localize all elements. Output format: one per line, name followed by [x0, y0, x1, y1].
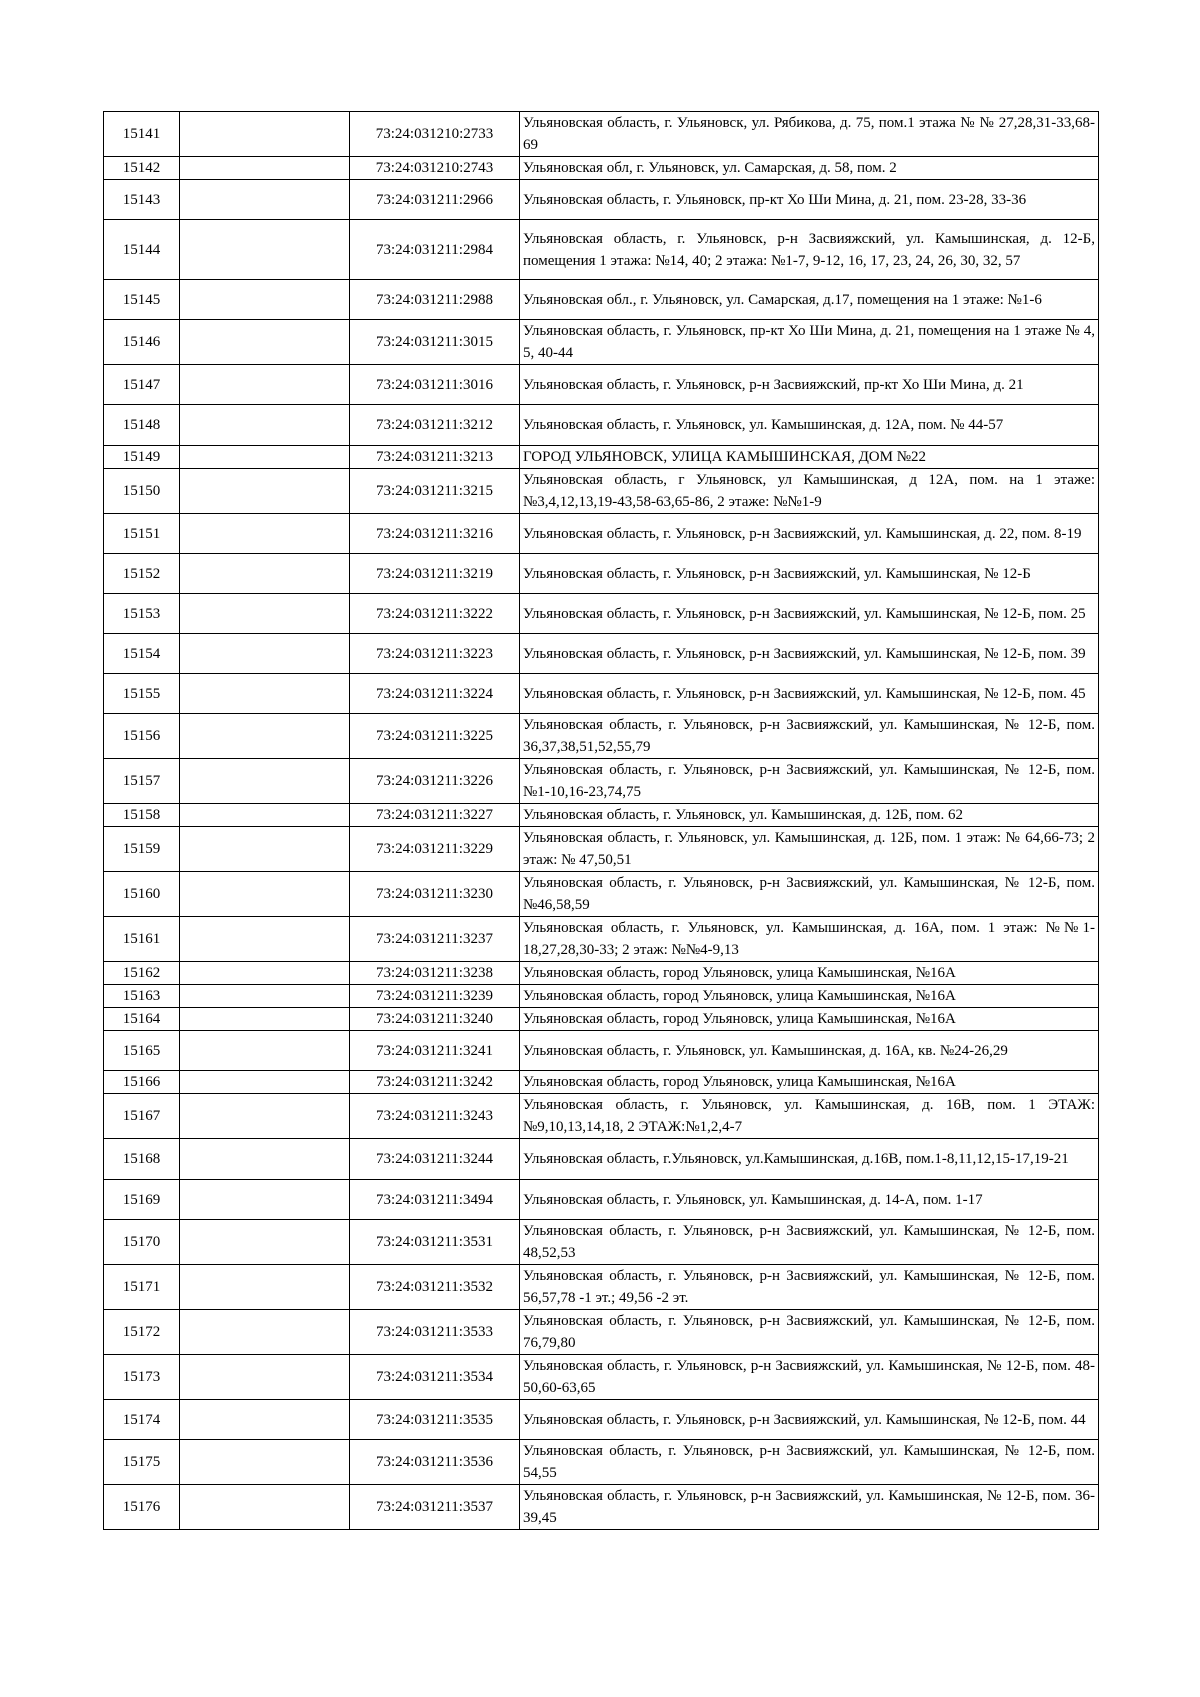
address-cell: Ульяновская область, г. Ульяновск, р-н Засвияжский, ул. Камышинская, № 12-Б, пом. 36-39,45 [520, 1485, 1099, 1530]
table-row [104, 917, 1099, 962]
address-cell: Ульяновская область, г. Ульяновск, р-н Засвияжский, ул. Камышинская, д. 22, пом. 8-19 [520, 514, 1099, 554]
address-cell: Ульяновская область, город Ульяновск, улица Камышинская, №16А [520, 962, 1099, 985]
empty-cell [180, 365, 350, 405]
table-row [104, 1220, 1099, 1265]
address-cell: Ульяновская область, г. Ульяновск, пр-кт Хо Ши Мина, д. 21, пом. 23-28, 33-36 [520, 180, 1099, 220]
table-row [104, 1310, 1099, 1355]
address-cell: Ульяновская область, г. Ульяновск, ул. Камышинская, д. 16В, пом. 1 ЭТАЖ:№9,10,13,14,18, 2 ЭТАЖ:№1,2,4-7 [520, 1094, 1099, 1139]
address-cell: Ульяновская обл, г. Ульяновск, ул. Самарская, д. 58, пом. 2 [520, 157, 1099, 180]
cadastral-number-cell: 73:24:031211:2984 [350, 220, 520, 280]
empty-cell [180, 827, 350, 872]
table-row [104, 1008, 1099, 1031]
cadastral-number-cell: 73:24:031211:3243 [350, 1094, 520, 1139]
table-row [104, 714, 1099, 759]
row-number-cell: 15147 [104, 365, 180, 405]
address-cell: Ульяновская область, г. Ульяновск, р-н Засвияжский, ул. Камышинская, № 12-Б [520, 554, 1099, 594]
cadastral-number-cell: 73:24:031211:3015 [350, 320, 520, 365]
cadastral-number-cell: 73:24:031211:3536 [350, 1440, 520, 1485]
cadastral-number-cell: 73:24:031211:3240 [350, 1008, 520, 1031]
cadastral-number-cell: 73:24:031211:3016 [350, 365, 520, 405]
empty-cell [180, 1440, 350, 1485]
row-number-cell: 15168 [104, 1139, 180, 1180]
row-number-cell: 15145 [104, 280, 180, 320]
empty-cell [180, 917, 350, 962]
address-cell: Ульяновская область, г. Ульяновск, р-н Засвияжский, ул. Камышинская, № 12-Б, пом. 25 [520, 594, 1099, 634]
cadastral-number-cell: 73:24:031211:3225 [350, 714, 520, 759]
cadastral-number-cell: 73:24:031211:3494 [350, 1180, 520, 1220]
row-number-cell: 15162 [104, 962, 180, 985]
table-row [104, 804, 1099, 827]
cadastral-number-cell: 73:24:031211:3531 [350, 1220, 520, 1265]
cadastral-number-cell: 73:24:031211:3230 [350, 872, 520, 917]
address-cell: Ульяновская область, г. Ульяновск, р-н Засвияжский, ул. Камышинская, № 12-Б, пом. №1-10,16-23,74,75 [520, 759, 1099, 804]
row-number-cell: 15155 [104, 674, 180, 714]
address-cell: Ульяновская область, г. Ульяновск, ул. Камышинская, д. 16А, кв. №24-26,29 [520, 1031, 1099, 1071]
cadastral-number-cell: 73:24:031211:3213 [350, 446, 520, 469]
address-cell: Ульяновская область, г. Ульяновск, р-н Засвияжский, ул. Камышинская, № 12-Б, пом. 36,37,38,51,52,55,79 [520, 714, 1099, 759]
address-cell: Ульяновская область, город Ульяновск, улица Камышинская, №16А [520, 1071, 1099, 1094]
empty-cell [180, 1220, 350, 1265]
table-row [104, 962, 1099, 985]
address-cell: Ульяновская область, г. Ульяновск, р-н Засвияжский, ул. Камышинская, № 12-Б, пом. 44 [520, 1400, 1099, 1440]
row-number-cell: 15167 [104, 1094, 180, 1139]
empty-cell [180, 634, 350, 674]
address-cell: Ульяновская область, город Ульяновск, улица Камышинская, №16А [520, 1008, 1099, 1031]
table-row [104, 469, 1099, 514]
cadastral-number-cell: 73:24:031211:3532 [350, 1265, 520, 1310]
row-number-cell: 15158 [104, 804, 180, 827]
table-row [104, 827, 1099, 872]
address-cell: Ульяновская область, г. Ульяновск, р-н Засвияжский, ул. Камышинская, № 12-Б, пом. 45 [520, 674, 1099, 714]
row-number-cell: 15160 [104, 872, 180, 917]
row-number-cell: 15163 [104, 985, 180, 1008]
cadastral-number-cell: 73:24:031211:3237 [350, 917, 520, 962]
cadastral-number-cell: 73:24:031211:3216 [350, 514, 520, 554]
table-row [104, 280, 1099, 320]
address-cell: Ульяновская область, г. Ульяновск, ул. Рябикова, д. 75, пом.1 этажа № № 27,28,31-33,68-69 [520, 112, 1099, 157]
row-number-cell: 15171 [104, 1265, 180, 1310]
address-cell: Ульяновская область, г. Ульяновск, ул. Камышинская, д. 12А, пом. № 44-57 [520, 405, 1099, 446]
empty-cell [180, 1139, 350, 1180]
cadastral-number-cell: 73:24:031211:3229 [350, 827, 520, 872]
cadastral-number-cell: 73:24:031211:3224 [350, 674, 520, 714]
empty-cell [180, 804, 350, 827]
empty-cell [180, 985, 350, 1008]
address-cell: Ульяновская область, г. Ульяновск, пр-кт Хо Ши Мина, д. 21, помещения на 1 этаже № 4, 5, 40-44 [520, 320, 1099, 365]
table-row [104, 872, 1099, 917]
table-row [104, 112, 1099, 157]
empty-cell [180, 674, 350, 714]
address-cell: Ульяновская область, г. Ульяновск, р-н Засвияжский, ул. Камышинская, № 12-Б, пом. 54,55 [520, 1440, 1099, 1485]
table-row [104, 1180, 1099, 1220]
table-row [104, 1265, 1099, 1310]
table-row [104, 1485, 1099, 1530]
row-number-cell: 15149 [104, 446, 180, 469]
address-cell: Ульяновская область, г Ульяновск, ул Камышинская, д 12А, пом. на 1 этаже: №3,4,12,13,19-43,58-63,65-86, 2 этаже: №№1-9 [520, 469, 1099, 514]
row-number-cell: 15156 [104, 714, 180, 759]
address-cell: Ульяновская область, г. Ульяновск, р-н Засвияжский, ул. Камышинская, № 12-Б, пом. 56,57,78 -1 эт.; 49,56 -2 эт. [520, 1265, 1099, 1310]
table-row [104, 1440, 1099, 1485]
table-row [104, 1139, 1099, 1180]
empty-cell [180, 180, 350, 220]
empty-cell [180, 320, 350, 365]
cadastral-number-cell: 73:24:031211:3534 [350, 1355, 520, 1400]
address-cell: Ульяновская область, г. Ульяновск, ул. Камышинская, д. 12Б, пом. 1 этаж: № 64,66-73; 2 этаж: № 47,50,51 [520, 827, 1099, 872]
cadastral-number-cell: 73:24:031211:3241 [350, 1031, 520, 1071]
row-number-cell: 15164 [104, 1008, 180, 1031]
row-number-cell: 15176 [104, 1485, 180, 1530]
row-number-cell: 15175 [104, 1440, 180, 1485]
row-number-cell: 15166 [104, 1071, 180, 1094]
empty-cell [180, 469, 350, 514]
cadastral-number-cell: 73:24:031211:3223 [350, 634, 520, 674]
address-cell: Ульяновская область, г. Ульяновск, р-н Засвияжский, ул. Камышинская, № 12-Б, пом. 48,52,53 [520, 1220, 1099, 1265]
row-number-cell: 15152 [104, 554, 180, 594]
table-row [104, 320, 1099, 365]
row-number-cell: 15148 [104, 405, 180, 446]
empty-cell [180, 962, 350, 985]
row-number-cell: 15172 [104, 1310, 180, 1355]
address-cell: Ульяновская область, г. Ульяновск, р-н Засвияжский, пр-кт Хо Ши Мина, д. 21 [520, 365, 1099, 405]
cadastral-number-cell: 73:24:031211:2966 [350, 180, 520, 220]
table-row [104, 634, 1099, 674]
empty-cell [180, 1310, 350, 1355]
cadastral-number-cell: 73:24:031210:2733 [350, 112, 520, 157]
row-number-cell: 15161 [104, 917, 180, 962]
address-cell: Ульяновская область, г.Ульяновск, ул.Камышинская, д.16В, пом.1-8,11,12,15-17,19-21 [520, 1139, 1099, 1180]
row-number-cell: 15169 [104, 1180, 180, 1220]
table-row [104, 1071, 1099, 1094]
cadastral-number-cell: 73:24:031211:3215 [350, 469, 520, 514]
empty-cell [180, 112, 350, 157]
cadastral-number-cell: 73:24:031211:3535 [350, 1400, 520, 1440]
table-row [104, 1031, 1099, 1071]
row-number-cell: 15154 [104, 634, 180, 674]
table-row [104, 759, 1099, 804]
cadastral-number-cell: 73:24:031211:3238 [350, 962, 520, 985]
empty-cell [180, 1265, 350, 1310]
empty-cell [180, 1180, 350, 1220]
address-cell: Ульяновская область, г. Ульяновск, р-н Засвияжский, ул. Камышинская, д. 12-Б, помещения 1 этажа: №14, 40; 2 этажа: №1-7, 9-12, 16, 17, 23, 24, 26, 30, 32, 57 [520, 220, 1099, 280]
table-row [104, 1355, 1099, 1400]
table-row [104, 985, 1099, 1008]
empty-cell [180, 446, 350, 469]
table-row [104, 220, 1099, 280]
table-row [104, 446, 1099, 469]
empty-cell [180, 405, 350, 446]
row-number-cell: 15170 [104, 1220, 180, 1265]
empty-cell [180, 594, 350, 634]
cadastral-number-cell: 73:24:031211:3239 [350, 985, 520, 1008]
row-number-cell: 15142 [104, 157, 180, 180]
row-number-cell: 15144 [104, 220, 180, 280]
address-cell: Ульяновская область, город Ульяновск, улица Камышинская, №16А [520, 985, 1099, 1008]
row-number-cell: 15165 [104, 1031, 180, 1071]
cadastral-number-cell: 73:24:031211:3537 [350, 1485, 520, 1530]
empty-cell [180, 554, 350, 594]
cadastral-number-cell: 73:24:031210:2743 [350, 157, 520, 180]
registry-table [103, 111, 1099, 1530]
empty-cell [180, 872, 350, 917]
row-number-cell: 15151 [104, 514, 180, 554]
table-row [104, 1400, 1099, 1440]
address-cell: ГОРОД УЛЬЯНОВСК, УЛИЦА КАМЫШИНСКАЯ, ДОМ №22 [520, 446, 1099, 469]
row-number-cell: 15157 [104, 759, 180, 804]
empty-cell [180, 1485, 350, 1530]
cadastral-number-cell: 73:24:031211:3227 [350, 804, 520, 827]
address-cell: Ульяновская область, г. Ульяновск, ул. Камышинская, д. 12Б, пом. 62 [520, 804, 1099, 827]
address-cell: Ульяновская область, г. Ульяновск, р-н Засвияжский, ул. Камышинская, № 12-Б, пом. 48-50,60-63,65 [520, 1355, 1099, 1400]
empty-cell [180, 280, 350, 320]
row-number-cell: 15173 [104, 1355, 180, 1400]
empty-cell [180, 759, 350, 804]
row-number-cell: 15174 [104, 1400, 180, 1440]
cadastral-number-cell: 73:24:031211:2988 [350, 280, 520, 320]
address-cell: Ульяновская область, г. Ульяновск, ул. Камышинская, д. 14-А, пом. 1-17 [520, 1180, 1099, 1220]
empty-cell [180, 1400, 350, 1440]
address-cell: Ульяновская область, г. Ульяновск, р-н Засвияжский, ул. Камышинская, № 12-Б, пом. 76,79,80 [520, 1310, 1099, 1355]
row-number-cell: 15153 [104, 594, 180, 634]
cadastral-number-cell: 73:24:031211:3222 [350, 594, 520, 634]
table-row [104, 405, 1099, 446]
cadastral-number-cell: 73:24:031211:3226 [350, 759, 520, 804]
address-cell: Ульяновская область, г. Ульяновск, ул. Камышинская, д. 16А, пом. 1 этаж: №№1-18,27,28,30-33; 2 этаж: №№4-9,13 [520, 917, 1099, 962]
row-number-cell: 15141 [104, 112, 180, 157]
empty-cell [180, 1031, 350, 1071]
cadastral-number-cell: 73:24:031211:3533 [350, 1310, 520, 1355]
empty-cell [180, 220, 350, 280]
table-row [104, 1094, 1099, 1139]
table-row [104, 514, 1099, 554]
table-row [104, 554, 1099, 594]
cadastral-number-cell: 73:24:031211:3242 [350, 1071, 520, 1094]
empty-cell [180, 514, 350, 554]
empty-cell [180, 714, 350, 759]
table-row [104, 180, 1099, 220]
table-row [104, 157, 1099, 180]
row-number-cell: 15150 [104, 469, 180, 514]
cadastral-number-cell: 73:24:031211:3244 [350, 1139, 520, 1180]
empty-cell [180, 1071, 350, 1094]
cadastral-number-cell: 73:24:031211:3212 [350, 405, 520, 446]
row-number-cell: 15143 [104, 180, 180, 220]
empty-cell [180, 1008, 350, 1031]
empty-cell [180, 157, 350, 180]
row-number-cell: 15159 [104, 827, 180, 872]
row-number-cell: 15146 [104, 320, 180, 365]
address-cell: Ульяновская область, г. Ульяновск, р-н Засвияжский, ул. Камышинская, № 12-Б, пом. №46,58,59 [520, 872, 1099, 917]
empty-cell [180, 1355, 350, 1400]
address-cell: Ульяновская обл., г. Ульяновск, ул. Самарская, д.17, помещения на 1 этаже: №1-6 [520, 280, 1099, 320]
empty-cell [180, 1094, 350, 1139]
table-row [104, 594, 1099, 634]
table-row [104, 674, 1099, 714]
table-row [104, 365, 1099, 405]
address-cell: Ульяновская область, г. Ульяновск, р-н Засвияжский, ул. Камышинская, № 12-Б, пом. 39 [520, 634, 1099, 674]
cadastral-number-cell: 73:24:031211:3219 [350, 554, 520, 594]
registry-body [104, 112, 1099, 1530]
